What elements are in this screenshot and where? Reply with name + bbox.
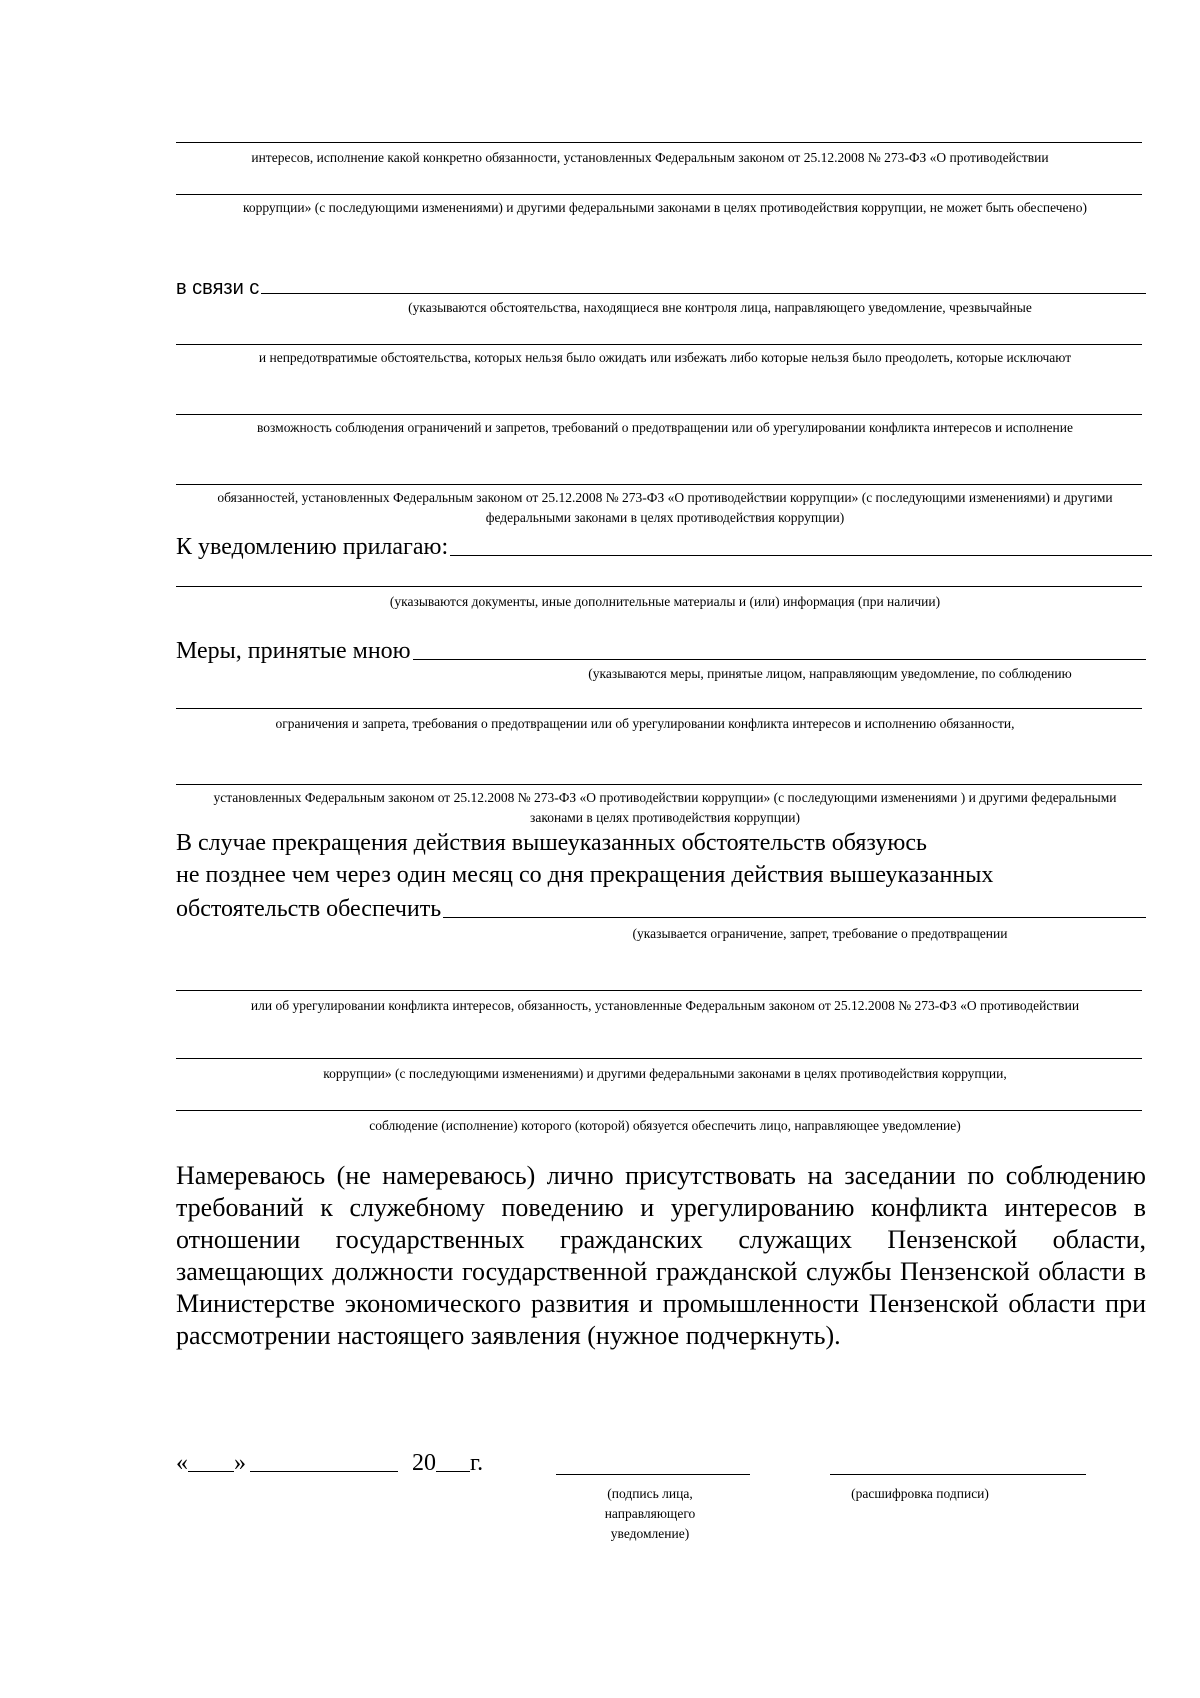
field-obespechit xyxy=(176,892,1146,924)
note-text: и непредотвратимые обстоятельства, которых нельзя было ожидать или избежать либо которые нельзя было преодолеть, которые исключают xyxy=(258,350,1072,365)
blank-line[interactable] xyxy=(413,659,1146,660)
blank-line[interactable] xyxy=(176,194,1142,195)
decoding-caption: (расшифровка подписи) xyxy=(851,1486,989,1501)
year-prefix: 20 xyxy=(412,1450,436,1476)
date-close-quote: » xyxy=(234,1450,246,1476)
year-suffix: г. xyxy=(470,1450,484,1476)
obligation-line-2: не позднее чем через один месяц со дня прекращения действия вышеуказанных xyxy=(176,862,994,888)
field-label: Меры, принятые мною xyxy=(176,638,411,664)
blank-line[interactable] xyxy=(176,484,1142,485)
signature-row xyxy=(176,1448,1076,1482)
note-text: (указываются документы, иные дополнительные материалы и (или) информация (при наличии) xyxy=(389,594,941,609)
obligation-line-1: В случае прекращения действия вышеуказанных обстоятельств обязуюсь xyxy=(176,830,927,856)
year-blank[interactable] xyxy=(436,1471,470,1472)
signature-caption: (подпись лица, направляющего уведомление) xyxy=(604,1486,696,1541)
field-prilagayu xyxy=(176,530,1152,562)
blank-line[interactable] xyxy=(176,784,1142,785)
blank-line[interactable] xyxy=(261,293,1146,294)
day-blank[interactable] xyxy=(188,1471,234,1472)
intent-paragraph: Намереваюсь (не намереваюсь) лично присутствовать на заседании по соблюдению требований к служебному поведению и урегулированию конфликта интересов в отношении государственных гражданских служащих Пензенской области, замещающих должности государственной гражданской службы Пензенской области в Министерстве экономического развития и промышленности Пензенской области при рассмотрении настоящего заявления (нужное подчеркнуть). xyxy=(176,1161,1146,1350)
note-text: ограничения и запрета, требования о предотвращении или об урегулировании конфликта интересов и исполнению обязанности, xyxy=(275,716,1015,731)
signature-blank[interactable] xyxy=(556,1474,750,1475)
date-open-quote: « xyxy=(176,1450,188,1476)
blank-line[interactable] xyxy=(450,555,1152,556)
note-text: обязанностей, установленных Федеральным законом от 25.12.2008 № 273-ФЗ «О противодействии коррупции» (с последующими изменениями) и другими федеральными законами в целях противодействия коррупции) xyxy=(217,490,1113,525)
note-text: установленных Федеральным законом от 25.12.2008 № 273-ФЗ «О противодействии коррупции» (с последующими изменениями ) и другими федеральными законами в целях противодействия коррупции) xyxy=(213,790,1117,825)
blank-line[interactable] xyxy=(176,1058,1142,1059)
blank-line[interactable] xyxy=(443,917,1146,918)
month-blank[interactable] xyxy=(250,1471,398,1472)
blank-line[interactable] xyxy=(176,414,1142,415)
field-label: К уведомлению прилагаю: xyxy=(176,534,449,560)
note-text: интересов, исполнение какой конкретно обязанности, установленных Федеральным законом от 25.12.2008 № 273-ФЗ «О противодействии xyxy=(251,150,1049,165)
note-text: соблюдение (исполнение) которого (которой) обязуется обеспечить лицо, направляющее уведомление) xyxy=(369,1118,961,1133)
note-text: (указываются меры, принятые лицом, направляющим уведомление, по соблюдению xyxy=(588,666,1072,681)
note-text: коррупции» (с последующими изменениями) и другими федеральными законами в целях противодействия коррупции, xyxy=(323,1066,1007,1081)
blank-line[interactable] xyxy=(176,344,1142,345)
note-text: (указываются обстоятельства, находящиеся вне контроля лица, направляющего уведомление, чрезвычайные xyxy=(408,300,1032,315)
decoding-blank[interactable] xyxy=(830,1474,1086,1475)
note-text: коррупции» (с последующими изменениями) и другими федеральными законами в целях противодействия коррупции, не может быть обеспечено) xyxy=(242,200,1087,215)
note-text: (указывается ограничение, запрет, требование о предотвращении xyxy=(632,926,1008,941)
field-mery xyxy=(176,634,1146,666)
note-text: или об урегулировании конфликта интересов, обязанность, установленные Федеральным законом от 25.12.2008 № 273-ФЗ «О противодействии xyxy=(250,998,1080,1013)
blank-line[interactable] xyxy=(176,708,1142,709)
field-label: обстоятельств обеспечить xyxy=(176,896,442,922)
blank-line[interactable] xyxy=(176,1110,1142,1111)
blank-line[interactable] xyxy=(176,142,1142,143)
field-v-svyazi xyxy=(176,268,1146,300)
field-label: в связи с xyxy=(176,277,260,299)
note-text: возможность соблюдения ограничений и запретов, требований о предотвращении или об урегулировании конфликта интересов и исполнение xyxy=(257,420,1073,435)
blank-line[interactable] xyxy=(176,990,1142,991)
blank-line[interactable] xyxy=(176,586,1142,587)
